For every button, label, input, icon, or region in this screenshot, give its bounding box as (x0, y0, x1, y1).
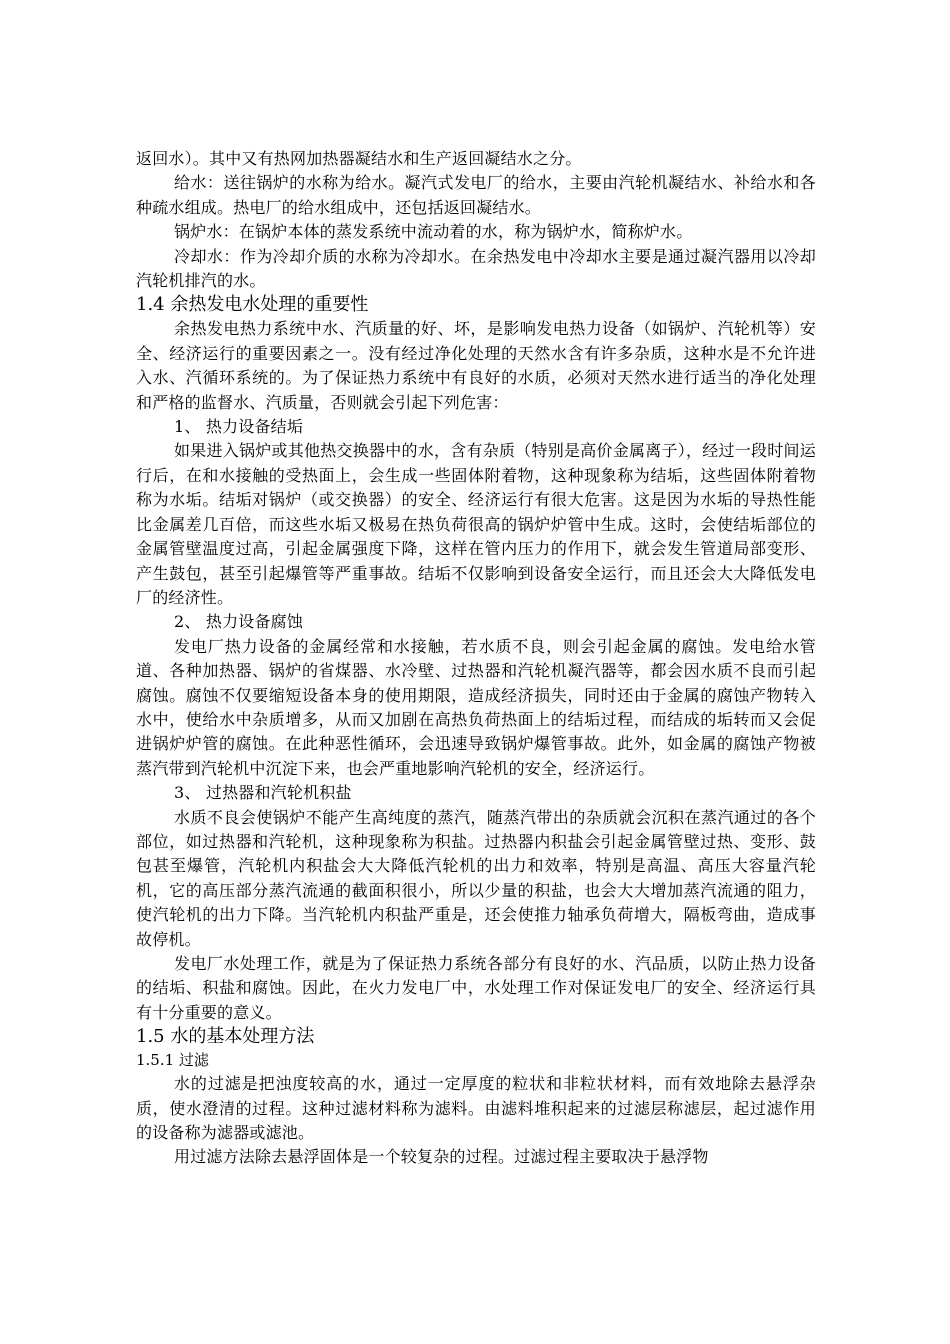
paragraph-importance-intro: 余热发电热力系统中水、汽质量的好、坏，是影响发电热力设备（如锅炉、汽轮机等）安全、经济运行的重要因素之一。没有经过净化处理的天然水含有许多杂质，这种水是不允许进入水、汽循环系统的。为了保证热力系统中有良好的水质，必须对天然水进行适当的净化处理和严格的监督水、汽质量，否则就会引起下列危害： (136, 319, 816, 412)
document-page (136, 147, 816, 1170)
paragraph-salt-deposit: 水质不良会使锅炉不能产生高纯度的蒸汽，随蒸汽带出的杂质就会沉积在蒸汽通过的各个部位，如过热器和汽轮机，这种现象称为积盐。过热器内积盐会引起金属管壁过热、变形、鼓包甚至爆管，汽轮机内积盐会大大降低汽轮机的出力和效率，特别是高温、高压大容量汽轮机，它的高压部分蒸汽流通的截面积很小，所以少量的积盐，也会大大增加蒸汽流通的阻力，使汽轮机的出力下降。当汽轮机内积盐严重是，还会使推力轴承负荷增大，隔板弯曲，造成事故停机。 (136, 807, 816, 949)
paragraph-conclusion: 发电厂水处理工作，就是为了保证热力系统各部分有良好的水、汽品质，以防止热力设备的结垢、积盐和腐蚀。因此，在火力发电厂中，水处理工作对保证发电厂的安全、经济运行具有十分重要的意义。 (136, 954, 816, 1022)
section-heading-1-5: 1.5 水的基本处理方法 (136, 1026, 315, 1048)
paragraph-scaling: 如果进入锅炉或其他热交换器中的水，含有杂质（特别是高价金属离子），经过一段时间运行后，在和水接触的受热面上，会生成一些固体附着物，这种现象称为结垢，这些固体附着物称为水垢。结垢对锅炉（或交换器）的安全、经济运行有很大危害。这是因为水垢的导热性能比金属差几百倍，而这些水垢又极易在热负荷很高的锅炉炉管中生成。这时，会使结垢部位的金属管壁温度过高，引起金属强度下降，这样在管内压力的作用下，就会发生管道局部变形、产生鼓包，甚至引起爆管等严重事故。结垢不仅影响到设备安全运行，而且还会大大降低发电厂的经济性。 (136, 441, 816, 607)
paragraph-cooling-water: 冷却水：作为冷却介质的水称为冷却水。在余热发电中冷却水主要是通过凝汽器用以冷却汽轮机排汽的水。 (136, 246, 816, 291)
paragraph-filtration-definition: 水的过滤是把浊度较高的水，通过一定厚度的粒状和非粒状材料，而有效地除去悬浮杂质，使水澄清的过程。这种过滤材料称为滤料。由滤料堆积起来的过滤层称滤层，起过滤作用的设备称为滤器或滤池。 (136, 1074, 816, 1143)
paragraph-corrosion: 发电厂热力设备的金属经常和水接触，若水质不良，则会引起金属的腐蚀。发电给水管道、各种加热器、锅炉的省煤器、水冷壁、过热器和汽轮机凝汽器等，都会因水质不良而引起腐蚀。腐蚀不仅要缩短设备本身的使用期限，造成经济损失，同时还由于金属的腐蚀产物转入水中，使给水中杂质增多，从而又加剧在高热负荷热面上的结垢过程，而结成的垢转而又会促进锅炉炉管的腐蚀。在此种恶性循环，会迅速导致锅炉爆管事故。此外，如金属的腐蚀产物被蒸汽带到汽轮机中沉淀下来，也会严重地影响汽轮机的安全，经济运行。 (136, 636, 816, 778)
list-item-title-corrosion: 2、 热力设备腐蚀 (174, 612, 304, 632)
paragraph-boiler-water: 锅炉水：在锅炉本体的蒸发系统中流动着的水，称为锅炉水，简称炉水。 (174, 222, 693, 242)
section-heading-1-4: 1.4 余热发电水处理的重要性 (136, 294, 369, 316)
paragraph-return-water: 返回水）。其中又有热网加热器凝结水和生产返回凝结水之分。 (136, 149, 582, 168)
list-item-title-scaling: 1、 热力设备结垢 (174, 417, 304, 437)
subsection-heading-1-5-1: 1.5.1 过滤 (136, 1051, 209, 1070)
list-item-title-salt-deposit: 3、 过热器和汽轮机积盐 (174, 783, 352, 803)
paragraph-filtration-process: 用过滤方法除去悬浮固体是一个较复杂的过程。过滤过程主要取决于悬浮物 (174, 1147, 709, 1167)
paragraph-feed-water: 给水：送往锅炉的水称为给水。凝汽式发电厂的给水，主要由汽轮机凝结水、补给水和各种疏水组成。热电厂的给水组成中，还包括返回凝结水。 (136, 173, 816, 217)
